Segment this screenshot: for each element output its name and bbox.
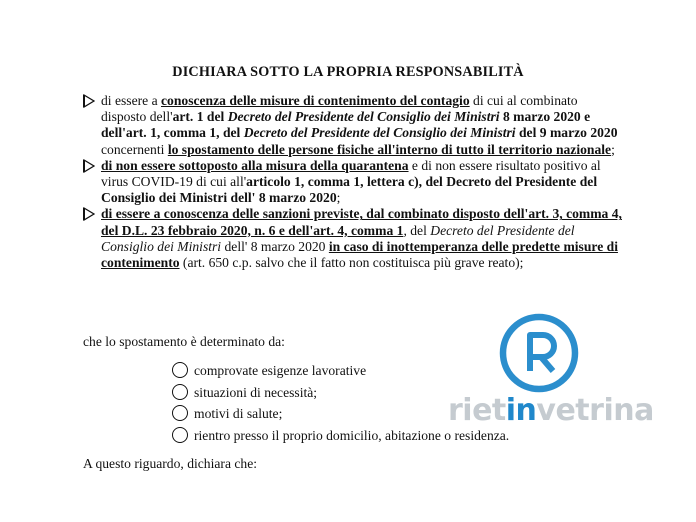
- bullet-text-run: articolo 1, comma 1, lettera c), del Decreto del Presidente del Consiglio dei Ministri dell' 8 marzo 2020: [101, 174, 598, 206]
- bullet-item: [83, 206, 623, 271]
- radio-circle-icon[interactable]: [172, 427, 188, 443]
- reason-option-label: rientro presso il proprio domicilio, abitazione o residenza.: [194, 427, 510, 443]
- intro-text: che lo spostamento è determinato da:: [83, 334, 285, 349]
- radio-circle-icon[interactable]: [172, 384, 188, 400]
- rietinvetrina-logo-icon: [497, 311, 581, 395]
- bullet-text: [101, 158, 601, 205]
- bullet-item: [83, 158, 623, 207]
- bullet-item: [83, 93, 623, 158]
- radio-circle-icon[interactable]: [172, 362, 188, 378]
- arrow-bullet-icon: [83, 159, 95, 173]
- bullet-text-run: 8 marzo 2020: [499, 109, 581, 125]
- bullet-text-run: ;: [611, 141, 615, 157]
- bullet-text: [101, 206, 622, 270]
- bullet-text-run: , del: [403, 222, 431, 238]
- bullet-text-run: dell' 8 marzo 2020: [221, 238, 329, 254]
- arrow-bullet-icon: [83, 94, 95, 108]
- bullet-text-run: concernenti: [101, 141, 168, 157]
- bullet-text-run: e di non essere risultato positivo al virus COVID-19 di cui all': [101, 157, 601, 190]
- bullet-text-run: di essere a: [101, 93, 162, 108]
- bullet-text-run: Decreto del Presidente del Consiglio dei Ministri: [101, 222, 575, 254]
- reason-option-label: motivi di salute;: [194, 406, 283, 421]
- bullet-text-run: in caso di inottemperanza delle predette misure di contenimento: [101, 238, 618, 271]
- bullet-text-run: di cui al combinato disposto dell': [101, 93, 578, 125]
- radio-circle-icon[interactable]: [172, 405, 188, 421]
- reason-option[interactable]: [172, 362, 509, 384]
- rietinvetrina-wordmark: rietinvetrina: [448, 393, 654, 428]
- bullet-text-run: di essere a conoscenza delle sanzioni previste, dal combinato disposto dell'art. 3, comma 4, del D.L. 23 febbraio 2020, n. 6 e dell'art. 4, comma 1: [101, 206, 622, 238]
- bullet-text-run: del 9 marzo 2020: [515, 125, 618, 141]
- bullet-text-run: di non essere sottoposto alla misura della quarantena: [101, 157, 409, 173]
- bullet-text-run: (art. 650 c.p. salvo che il fatto non costituisca più grave reato);: [179, 255, 524, 271]
- reason-option[interactable]: [172, 427, 509, 449]
- bullet-text-run: lo spostamento delle persone fisiche all'interno di tutto il territorio nazionale: [167, 141, 612, 157]
- bullet-text-run: Decreto del Presidente del Consiglio dei Ministri: [243, 125, 516, 141]
- declaration-bullet-list: [83, 93, 623, 271]
- declaration-heading: DICHIARA SOTTO LA PROPRIA RESPONSABILITÀ: [172, 64, 524, 80]
- bullet-text-run: Decreto del Presidente del Consiglio dei Ministri: [227, 109, 500, 125]
- arrow-bullet-icon: [83, 207, 95, 221]
- bullet-text-run: conoscenza delle misure di contenimento del contagio: [161, 93, 470, 108]
- closing-text: A questo riguardo, dichiara che:: [83, 456, 258, 471]
- bullet-text-run: art. 1 del: [172, 109, 228, 125]
- reason-option-label: situazioni di necessità;: [194, 384, 318, 400]
- bullet-text-run: ;: [336, 190, 341, 206]
- reason-option-label: comprovate esigenze lavorative: [194, 363, 367, 378]
- bullet-text: [101, 93, 618, 157]
- bullet-text-run: e dell'art. 1, comma 1, del: [101, 109, 591, 141]
